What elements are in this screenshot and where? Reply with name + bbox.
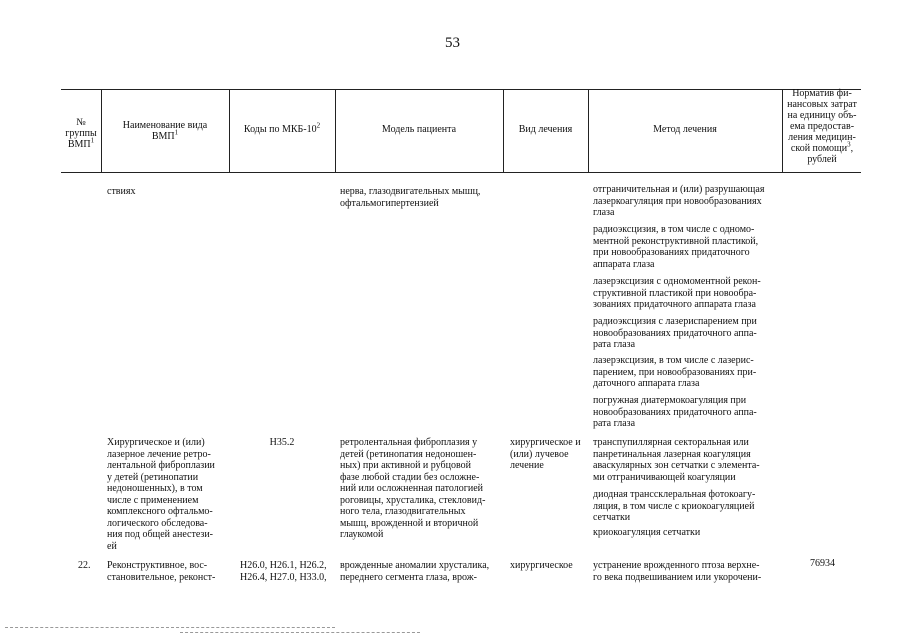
- rop-row-treatment: [510, 437, 581, 472]
- rop-row-name: [107, 437, 215, 552]
- text-line: парением, при новообразованиях при-: [593, 366, 757, 378]
- row-22-name: [107, 560, 215, 583]
- text-line: лечение: [510, 460, 544, 471]
- page-number: 53: [445, 35, 460, 51]
- text-line: детей (ретинопатия недоношен-: [340, 448, 477, 460]
- rop-method-1: [593, 437, 760, 483]
- continued-method-3: [593, 276, 761, 311]
- header-vmp-name-text: ВМП: [151, 131, 175, 142]
- header-group-number-line2: группы: [65, 128, 97, 139]
- text-line: криокоагуляция сетчатки: [593, 527, 701, 538]
- header-norm-line2: нансовых затрат: [787, 99, 857, 110]
- text-line: ми отграничивающей коагуляции: [593, 471, 736, 483]
- header-patient-model: Модель пациента: [381, 124, 457, 135]
- table-header-bottom-border: [61, 172, 861, 173]
- text-line: недоношенных), в том: [107, 483, 203, 494]
- text-line: комплексного офтальмо-: [107, 506, 213, 517]
- header-group-number-line3: [61, 136, 101, 150]
- text-line: лазеркоагуляция при новообразованиях: [593, 195, 762, 207]
- text-line: логического обследова-: [107, 517, 208, 529]
- rop-row-model: [340, 437, 485, 541]
- rop-row-codes: H35.2: [269, 437, 295, 448]
- footnote-ref: 1: [174, 128, 179, 137]
- text-line: ретролентальная фиброплазия у: [340, 437, 478, 448]
- header-norm-line4: ема предостав-: [789, 121, 855, 132]
- continued-method-2: [593, 224, 758, 270]
- text-line: диодная транссклеральная фотокоагу-: [593, 489, 756, 500]
- text-line: роговицы, хрусталика, стекловид-: [340, 494, 486, 506]
- text-line: мышц, врожденной и вторичной: [340, 517, 479, 529]
- header-norm-line7: рублей: [807, 154, 837, 165]
- text-line: рата глаза: [593, 339, 636, 350]
- header-norm-line1: Норматив фи-: [792, 88, 852, 99]
- text-line: структивной пластикой при новообра-: [593, 287, 757, 299]
- header-norm-line5: ления медицин-: [788, 132, 856, 143]
- header-vmp-name-line2: [101, 128, 229, 142]
- rop-method-3: [593, 527, 700, 539]
- text-line: ляция, в том числе с криокоагуляцией: [593, 500, 755, 512]
- text-line: (или) лучевое: [510, 448, 569, 460]
- header-treatment-type: Вид лечения: [518, 124, 573, 135]
- text-line: ей: [107, 540, 117, 552]
- continued-method-6: [593, 395, 757, 430]
- text-line: рата глаза: [593, 418, 636, 429]
- text-line: лентальной фиброплазии: [107, 460, 215, 471]
- text-line: переднего сегмента глаза, врож-: [340, 571, 477, 583]
- text-line: глаза: [593, 207, 615, 218]
- continued-method-1: [593, 184, 764, 219]
- text-line: аваскулярных зон сетчатки с элемента-: [593, 460, 760, 471]
- continued-row-model: [340, 186, 480, 209]
- header-vmp-name-line1: Наименование вида: [122, 120, 208, 131]
- text-line: лазерэксцизия, в том числе с лазерис-: [593, 355, 754, 366]
- text-line: ных) при активной и рубцовой: [340, 460, 471, 471]
- text-line: аппарата глаза: [593, 258, 655, 270]
- header-financial-norm: [782, 88, 862, 165]
- text-line: ния под общей анестези-: [107, 529, 214, 540]
- text-line: устранение врожденного птоза верхне-: [593, 560, 760, 571]
- text-line: транспупиллярная секторальная или: [593, 437, 749, 448]
- text-line: Реконструктивное, вос-: [107, 560, 208, 571]
- table-top-border: [61, 89, 861, 90]
- continued-method-4: [593, 316, 757, 351]
- text-line: H26.4, H27.0, H33.0,: [240, 571, 327, 583]
- text-line: новообразованиях придаточного аппа-: [593, 406, 757, 418]
- header-icd-codes: [229, 121, 335, 135]
- text-line: радиоэксцизия с лазериспарением при: [593, 316, 757, 327]
- header-group-number-text: ВМП: [67, 139, 91, 150]
- text-line: ментной реконструктивной пластикой,: [593, 235, 759, 247]
- text-line: лазерэксцизия с одномоментной рекон-: [593, 276, 761, 287]
- header-group-number-line1: №: [76, 117, 86, 128]
- text-line: новообразованиях придаточного аппа-: [593, 327, 757, 339]
- text-line: панретинальная лазерная коагуляция: [593, 448, 751, 460]
- text-line: ного тела, глазодвигательных: [340, 506, 466, 517]
- text-line: офтальмогипертензией: [340, 197, 439, 209]
- text-line: хирургическое и: [510, 437, 581, 448]
- text-line: нерва, глазодвигательных мышц,: [340, 186, 481, 197]
- text-line: даточного аппарата глаза: [593, 378, 700, 389]
- text-line: Хирургическое и (или): [107, 437, 205, 448]
- scan-artifact-line: [180, 632, 420, 633]
- text-line: у детей (ретинопатии: [107, 471, 199, 483]
- rop-method-2: [593, 489, 755, 524]
- text-line: при новообразованиях придаточного: [593, 247, 750, 258]
- text-line: числе с применением: [107, 494, 199, 506]
- text-line: H26.0, H26.1, H26.2,: [240, 560, 327, 571]
- text-line: го века подвешиванием или укорочени-: [593, 571, 762, 583]
- text-line: лазерное лечение ретро-: [107, 448, 211, 460]
- header-norm-line6-text: ской помощи: [790, 143, 848, 154]
- footnote-ref: 3: [847, 140, 851, 149]
- continued-row-name: ствиях: [107, 186, 136, 197]
- header-norm-line6: [782, 140, 862, 154]
- row-22-model: [340, 560, 489, 583]
- header-treatment-method: Метод лечения: [653, 124, 717, 135]
- row-22-treatment: хирургическое: [510, 560, 573, 571]
- footnote-ref: 2: [316, 121, 321, 130]
- header-icd-codes-text: Коды по МКБ-10: [243, 124, 317, 135]
- scan-artifact-line: [5, 627, 335, 628]
- footnote-ref: 1: [90, 136, 95, 145]
- row-22-norm: 76934: [810, 558, 835, 569]
- text-line: зованиях придаточного аппарата глаза: [593, 299, 756, 310]
- header-norm-line6-comma: ,: [850, 143, 854, 154]
- text-line: врожденные аномалии хрусталика,: [340, 560, 490, 571]
- text-line: становительное, реконст-: [107, 571, 216, 583]
- header-group-number: [61, 117, 101, 150]
- header-vmp-name: [101, 120, 229, 142]
- text-line: радиоэксцизия, в том числе с одномо-: [593, 224, 755, 235]
- continued-method-5: [593, 355, 756, 390]
- text-line: отграничительная и (или) разрушающая: [593, 184, 765, 195]
- text-line: фазе любой стадии без осложне-: [340, 471, 480, 483]
- text-line: глаукомой: [340, 529, 384, 540]
- row-22-number: 22.: [78, 560, 91, 571]
- text-line: погружная диатермокоагуляция при: [593, 395, 747, 406]
- row-22-method: [593, 560, 761, 583]
- header-norm-line3: на единицу объ-: [787, 110, 857, 121]
- text-line: ний или осложненная патологией: [340, 483, 483, 494]
- row-22-codes: [240, 560, 327, 583]
- text-line: сетчатки: [593, 512, 631, 523]
